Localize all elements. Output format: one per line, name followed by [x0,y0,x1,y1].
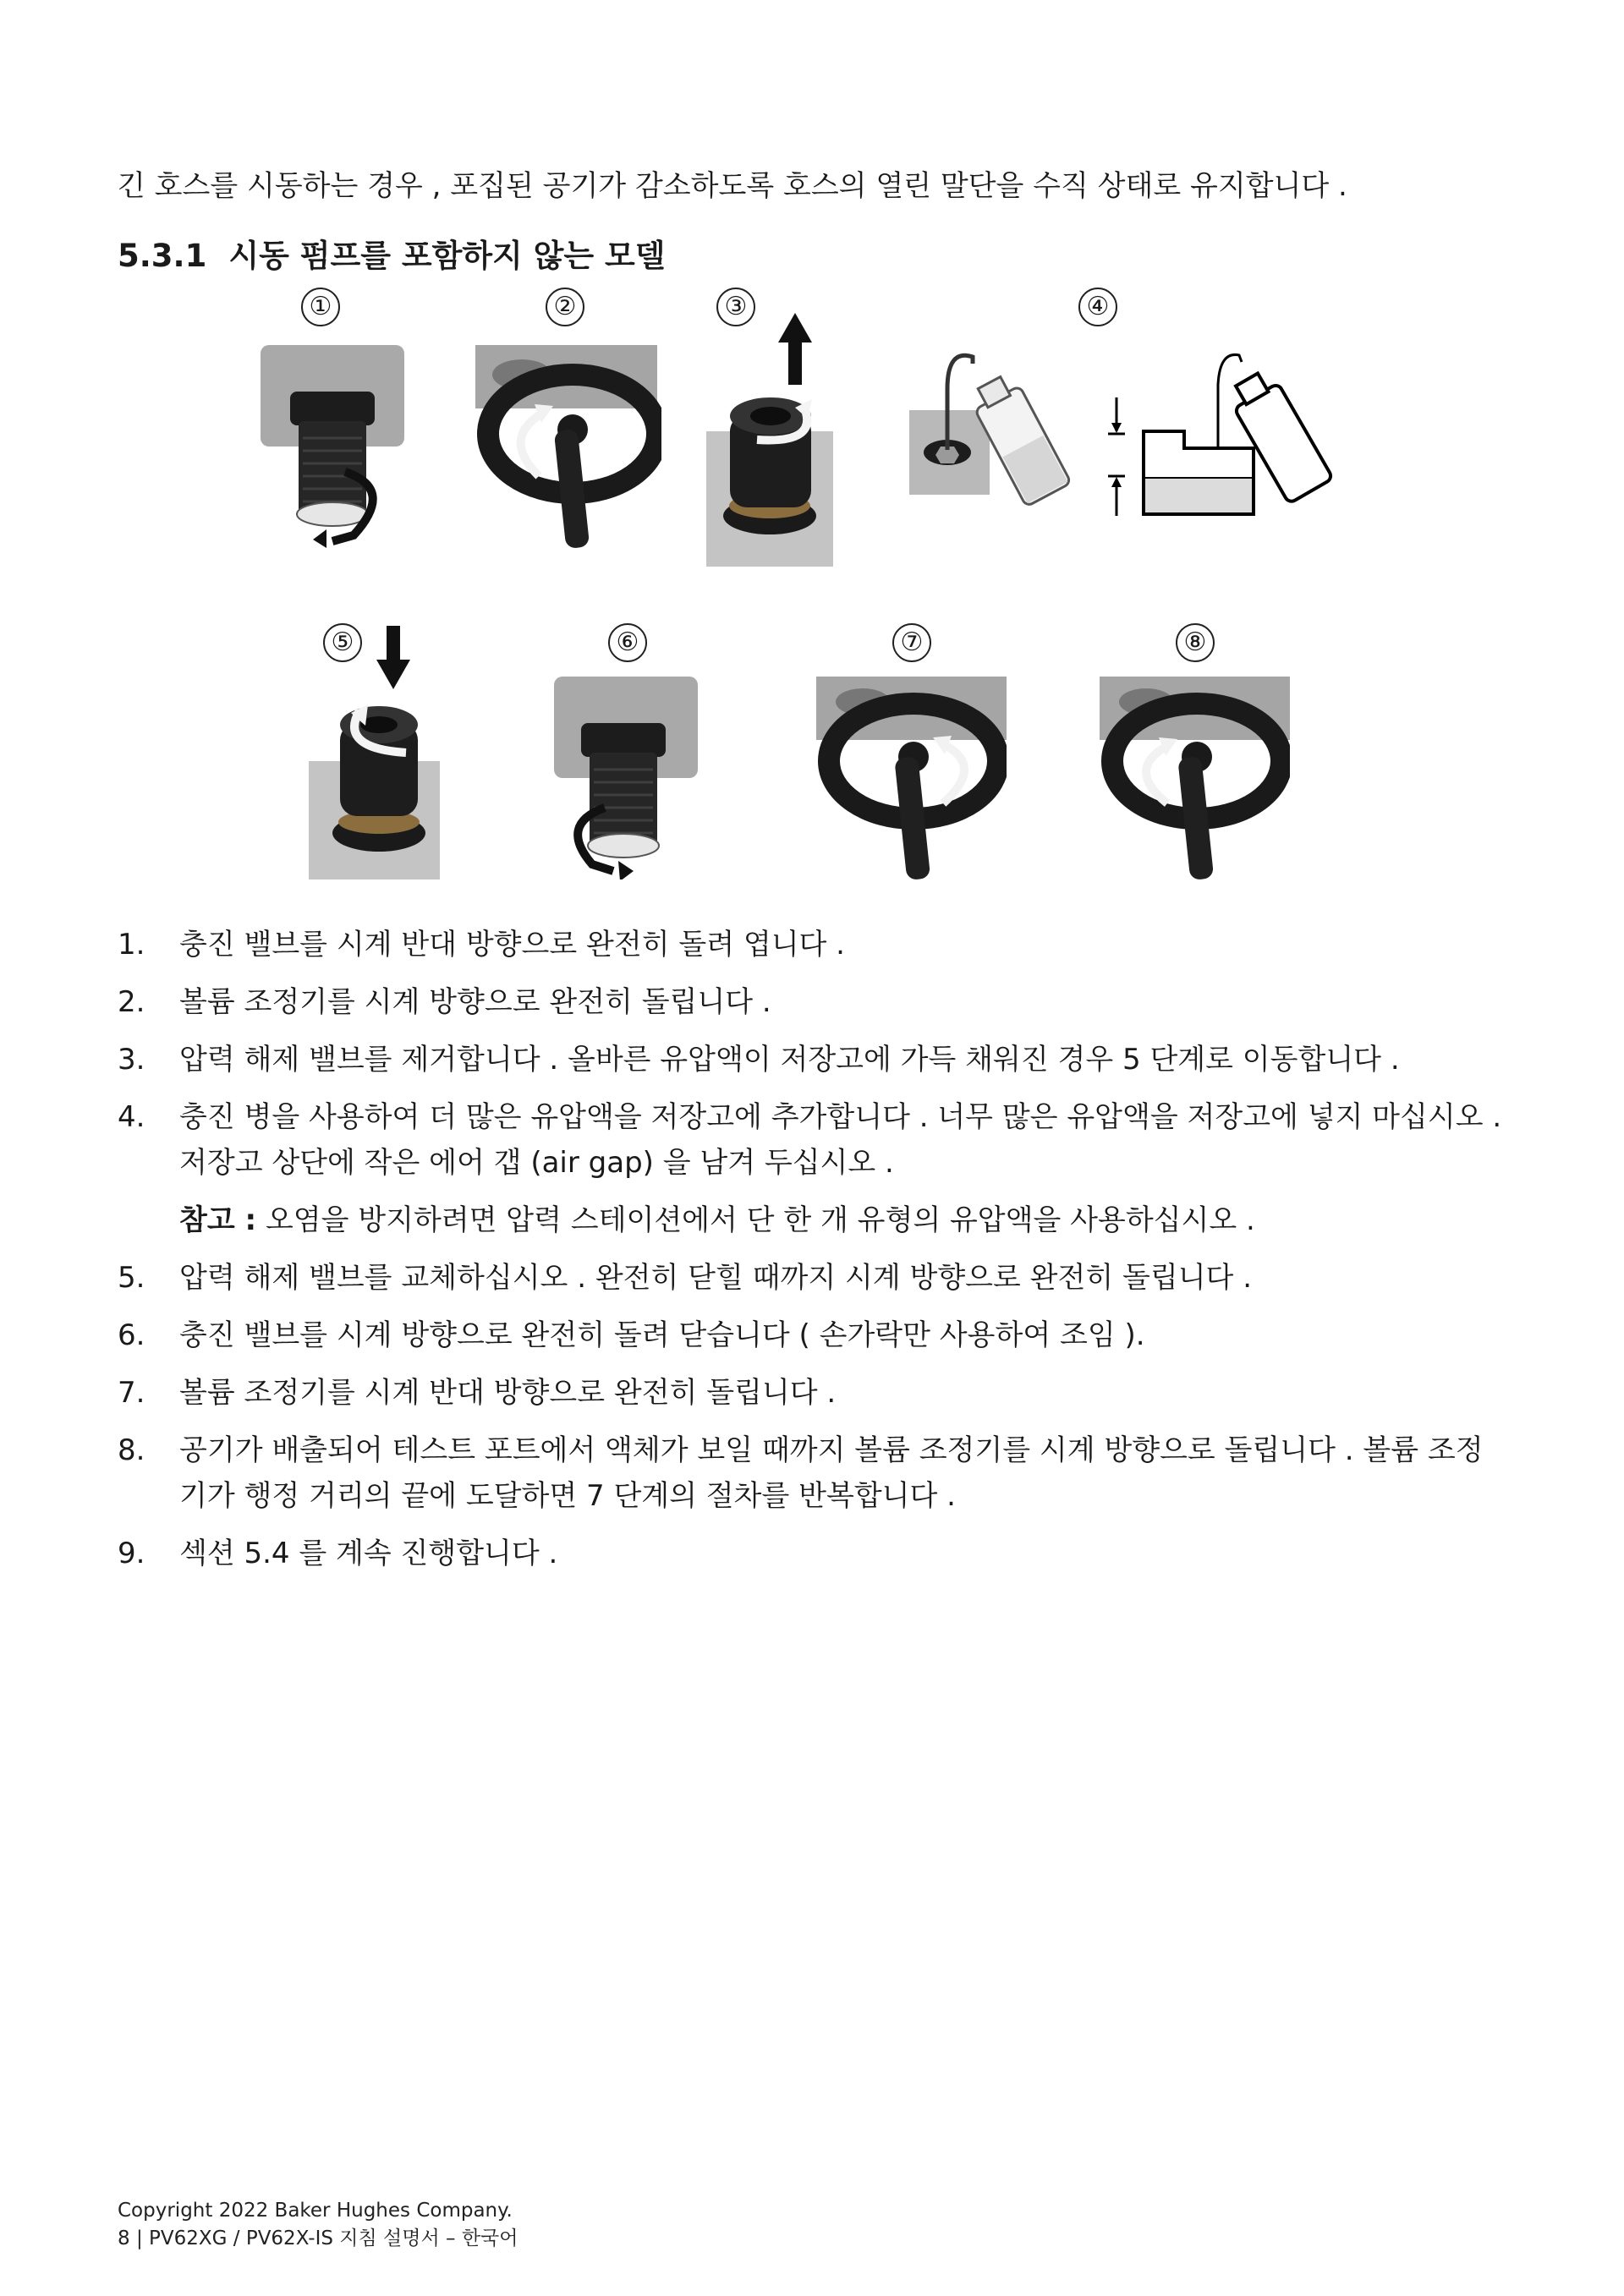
figure-label-6: ⑥ [608,623,647,662]
procedure-figure [0,0,1624,930]
list-item: 1. 충진 밸브를 시계 반대 방향으로 완전히 돌려 엽니다 . [118,928,845,962]
section-heading [118,235,666,277]
list-item: 6. 충진 밸브를 시계 방향으로 완전히 돌려 닫습니다 ( 손가락만 사용하여 조임 ). [118,1318,1145,1352]
photo-step-8 [1100,677,1290,896]
note-label: 참고 : [179,1203,257,1237]
section-title: 시동 펌프를 포함하지 않는 모델 [228,238,666,274]
photo-step-1 [261,345,404,548]
photo-step-6 [554,677,702,879]
figure-label-4: ④ [1078,288,1117,326]
section-number: 5.3.1 [118,238,207,274]
intro-paragraph: 긴 호스를 시동하는 경우 , 포집된 공기가 감소하도록 호스의 열린 말단을 수직 상태로 유지합니다 . [118,169,1347,203]
note [118,1197,1505,1243]
figure-label-3: ③ [716,288,755,326]
list-item: 5. 압력 해제 밸브를 교체하십시오 . 완전히 닫힐 때까지 시계 방향으로 완전히 돌립니다 . [118,1261,1252,1295]
photo-step-5 [304,626,448,879]
figure-label-5: ⑤ [323,623,362,662]
photo-step-2 [475,345,661,565]
photo-step-7 [816,677,1007,896]
figure-label-7: ⑦ [892,623,931,662]
list-item: 4. 충진 병을 사용하여 더 많은 유압액을 저장고에 추가합니다 . 너무 많은 유압액을 저장고에 넣지 마십시오 . 저장고 상단에 작은 에어 갭 (air gap) 을 남겨 두십시오 . [118,1100,1502,1180]
list-item: 9. 섹션 5.4 를 계속 진행합니다 . [118,1537,558,1570]
copyright: Copyright 2022 Baker Hughes Company. [118,2200,513,2222]
photo-step-4 [905,338,1353,524]
list-item: 8. 공기가 배출되어 테스트 포트에서 액체가 보일 때까지 볼륨 조정기를 시계 방향으로 돌립니다 . 볼륨 조정기가 행정 거리의 끝에 도달하면 7 단계의 절차를 반복합니다 . [118,1433,1484,1513]
page-footer [118,2197,518,2253]
list-item: 7. 볼륨 조정기를 시계 반대 방향으로 완전히 돌립니다 . [118,1376,837,1410]
figure-label-8: ⑧ [1176,623,1215,662]
list-item: 3. 압력 해제 밸브를 제거합니다 . 올바른 유압액이 저장고에 가득 채워진 경우 5 단계로 이동합니다 . [118,1043,1400,1077]
figure-label-2: ② [546,288,584,326]
procedure-steps [118,922,1505,1588]
figure-label-1: ① [301,288,340,326]
photo-step-3 [706,304,842,567]
note-text: 오염을 방지하려면 압력 스테이션에서 단 한 개 유형의 유압액을 사용하십시오 . [265,1203,1255,1237]
list-item: 2. 볼륨 조정기를 시계 방향으로 완전히 돌립니다 . [118,985,771,1019]
page-number-line: 8 | PV62XG / PV62X-IS 지침 설명서 – 한국어 [118,2228,518,2249]
